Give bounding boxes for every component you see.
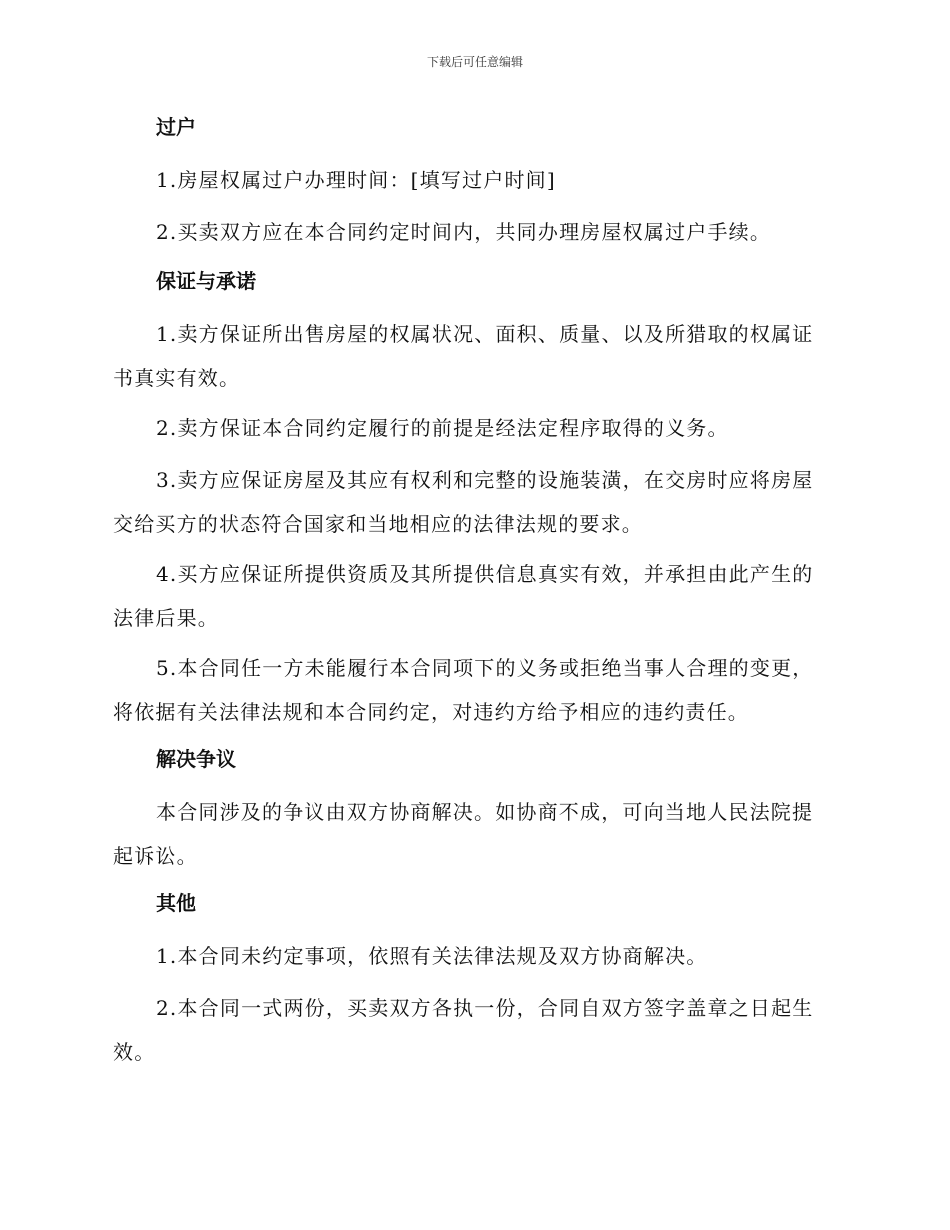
paragraph: 1.房屋权属过户办理时间：[填写过户时间] (156, 168, 556, 192)
section-heading: 保证与承诺 (156, 269, 256, 293)
document-body (113, 108, 829, 1080)
paragraph: 3.卖方应保证房屋及其应有权利和完整的设施装潢，在交房时应将房屋交给买方的状态符合国家和当地相应的法律法规的要求。 (113, 468, 814, 536)
page-header: 下载后可任意编辑 (426, 55, 523, 69)
paragraph: 本合同涉及的争议由双方协商解决。如协商不成，可向当地人民法院提起诉讼。 (113, 800, 814, 868)
section-heading: 解决争议 (156, 747, 236, 771)
section-heading: 过户 (156, 115, 196, 139)
section-dispute (113, 740, 829, 878)
section-transfer (113, 108, 829, 254)
section-heading: 其他 (156, 891, 196, 915)
paragraph: 4.买方应保证所提供资质及其所提供信息真实有效，并承担由此产生的法律后果。 (113, 562, 814, 630)
section-guarantee (113, 262, 829, 734)
paragraph: 2.本合同一式两份，买卖双方各执一份，合同自双方签字盖章之日起生效。 (113, 996, 814, 1064)
section-other (113, 884, 829, 1074)
paragraph: 1.卖方保证所出售房屋的权属状况、面积、质量、以及所猎取的权属证书真实有效。 (113, 322, 814, 390)
paragraph: 2.买卖双方应在本合同约定时间内，共同办理房屋权属过户手续。 (156, 220, 772, 244)
paragraph: 5.本合同任一方未能履行本合同项下的义务或拒绝当事人合理的变更，将依据有关法律法规和本合同约定，对违约方给予相应的违约责任。 (113, 656, 814, 724)
paragraph: 2.卖方保证本合同约定履行的前提是经法定程序取得的义务。 (156, 416, 729, 440)
paragraph: 1.本合同未约定事项，依照有关法律法规及双方协商解决。 (156, 944, 708, 968)
